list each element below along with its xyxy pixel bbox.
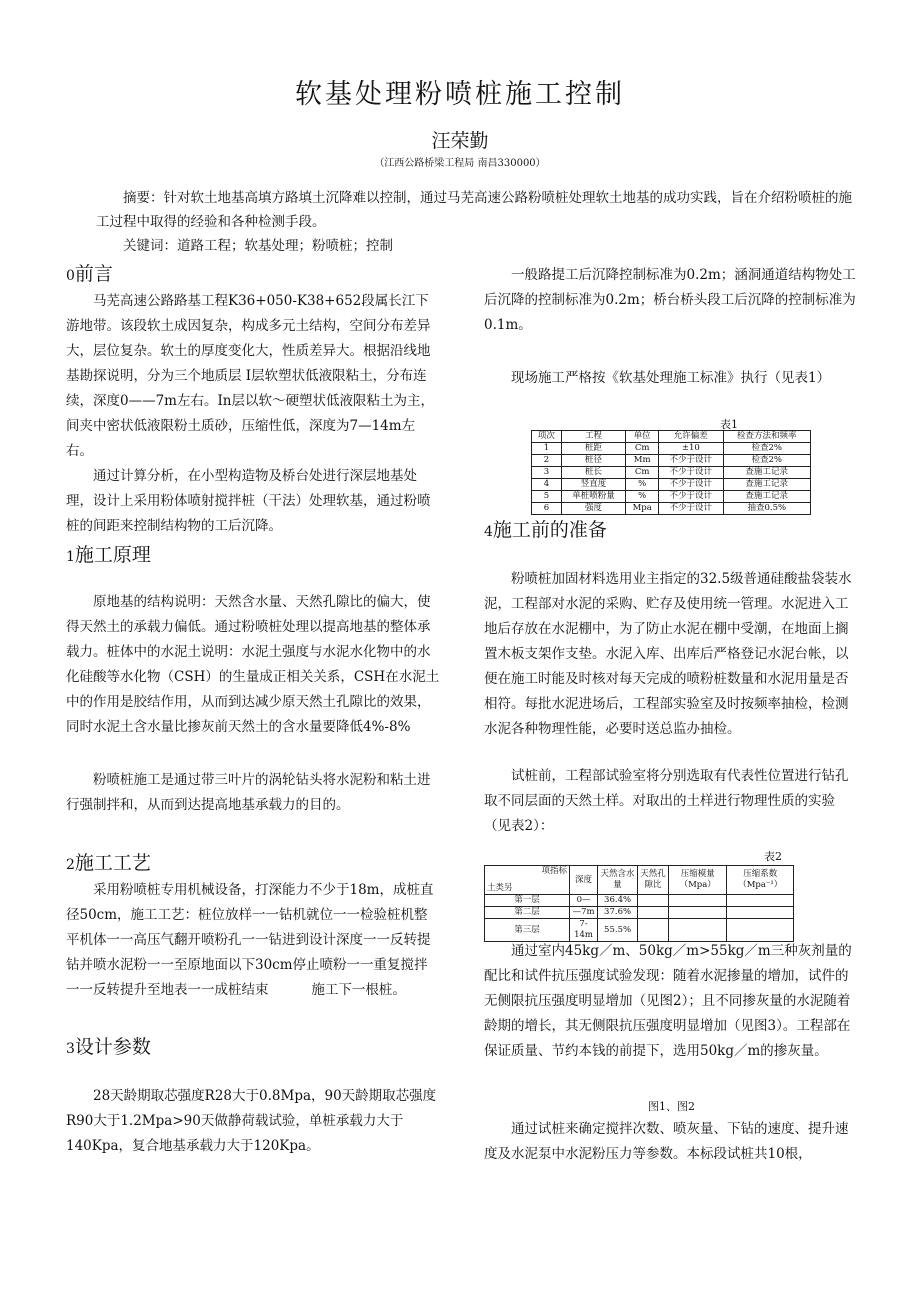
section-0 <box>66 262 440 539</box>
section-1 <box>66 543 440 818</box>
author: 汪荣勤 <box>431 130 489 152</box>
abstract <box>96 186 858 258</box>
table-row: 第一层 0— 36.4% <box>485 895 794 907</box>
table2-header-row: 项指标 土类另 深度 天然含水量 天然孔隙比 压缩模量（Mpa） 压缩系数（Mpa⁻¹） <box>485 866 794 895</box>
paper-title: 软基处理粉喷桩施工控制 <box>295 79 625 110</box>
table2 <box>484 865 794 942</box>
section-4-heading: 4施工前的准备 <box>484 519 607 541</box>
table1 <box>531 430 811 515</box>
table-row: 5 单桩喷粉量 % 不少于设计 查施工记录 <box>532 491 811 503</box>
table-row: 第三层 7-14m 55.5% <box>485 919 794 942</box>
section-3 <box>66 1035 440 1159</box>
figure-caption: 图1、图2 <box>648 1100 695 1113</box>
table-row: 1 桩距 Cm ±10 检查2% <box>532 443 811 455</box>
table-row: 6 强度 Mpa 不少于设计 抽查0.5% <box>532 503 811 515</box>
table-row: 3 桩长 Cm 不少于设计 查施工记录 <box>532 467 811 479</box>
section-1-heading: 1施工原理 <box>66 544 151 566</box>
section-2-p1: 采用粉喷桩专用机械设备，打深能力不少于18m，成桩直径50cm，施工工艺：桩位放样一一钻机就位一一检验桩机整平机体一一高压气翻开喷粉孔一一钻进到设计深度一一反转提钻并喷水泥粉一一至原地面以下30cm停止喷粉一一重复搅拌一一反转提升至地表一一成桩结束 施工下一根桩。 <box>66 882 434 998</box>
section-2 <box>66 851 440 1003</box>
table1-caption: 表1 <box>720 418 738 431</box>
section-0-p1: 马芜高速公路路基工程K36+050-K38+652段属长江下游地带。该段软土成因复杂，构成多元土结构，空间分布差异大，层位复杂。软土的厚度变化大，性质差异大。根据沿线地基勘探说明，分为三个地质层 I层软塑状低液限粘土，分布连续，深度0——7m左右。In层以软～硬塑状低液限粘土为主，间夹中密状低液限粉土质砂，压缩性低，深度为7—14m左右。 <box>66 293 435 459</box>
section-0-p2: 通过计算分析，在小型构造物及桥台处进行深层地基处理，设计上采用粉体喷射搅拌桩（干法）处理软基，通过粉喷桩的间距来控制结构物的工后沉降。 <box>66 468 431 534</box>
table-row: 2 桩径 Mm 不少于设计 检查2% <box>532 455 811 467</box>
section-1-p1: 原地基的结构说明：天然含水量、天然孔隙比的偏大，使得天然土的承载力偏低。通过粉喷桩处理以提高地基的整体承载力。桩体中的水泥土说明：水泥土强度与水泥水化物中的水化硅酸等水化物（CSH）的生量成正相关关系，CSH在水泥土中的作用是胶结作用，从而到达减少原天然土孔隙比的效果，同时水泥土含水量比掺灰前天然土的含水量要降低4%-8% <box>66 594 440 735</box>
section-0-heading: 0前言 <box>66 263 113 285</box>
section-4-p1: 粉喷桩加固材料选用业主指定的32.5级普通硅酸盐袋装水泥，工程部对水泥的采购、贮存及使用统一管理。水泥进入工地后存放在水泥棚中，为了防止水泥在棚中受潮，在地面上搁置木板支架作支垫。水泥入库、出库后严格登记水泥台帐，以便在施工时能及时核对每天完成的喷粉桩数量和水泥用量是否相符。每批水泥进场后，工程部实验室及时按频率抽检，检测水泥各种物理性能，必要时送总监办抽检。 <box>484 571 852 737</box>
settlement-paragraph: 一般路提工后沉降控制标准为0.2m；涵洞通道结构物处工后沉降的控制标准为0.2m；桥台桥头段工后沉降的控制标准为0.1m。 <box>484 267 856 333</box>
section-4 <box>484 518 858 839</box>
section-2-heading: 2施工工艺 <box>66 852 151 874</box>
section-3-heading: 3设计参数 <box>66 1036 151 1058</box>
table1-header-row: 项次 工程 单位 允许偏差 检查方法和频率 <box>532 431 811 443</box>
keywords: 关键词：道路工程；软基处理；粉喷桩；控制 <box>123 238 393 254</box>
table-row: 第二层 —7m 37.6% <box>485 907 794 919</box>
table2-caption: 表2 <box>764 850 782 863</box>
table2-corner: 项指标 土类另 <box>485 866 570 895</box>
dosage-paragraph: 通过室内45kg／m、50kg／m>55kg／m三种灰剂量的配比和试件抗压强度试验发现：随着水泥掺量的增加，试件的无侧限抗压强度明显增加（见图2）；且不同掺灰量的水泥随着龄期的增长，其无侧限抗压强度明显增加（见图3）。工程部在保证质量、节约本钱的前提下，选用50kg／m的掺灰量。 <box>484 943 852 1059</box>
standard-paragraph: 现场施工严格按《软基处理施工标准》执行（见表1） <box>511 370 831 386</box>
section-1-p2: 粉喷桩施工是通过带三叶片的涡轮钻头将水泥粉和粘土进行强制拌和，从而到达提高地基承载力的目的。 <box>66 772 431 813</box>
trial-pile-paragraph: 通过试桩来确定搅拌次数、喷灰量、下钻的速度、提升速度及水泥泵中水泥粉压力等参数。本标段试桩共10根， <box>484 1121 849 1162</box>
abstract-text: 摘要：针对软土地基高填方路填土沉降难以控制，通过马芜高速公路粉喷桩处理软土地基的成功实践，旨在介绍粉喷桩的施工过程中取得的经验和各种检测手段。 <box>96 190 852 230</box>
section-3-p1: 28天龄期取芯强度R28大于0.8Mpa，90天龄期取芯强度R90大于1.2Mpa>90天做静荷载试验，单桩承载力大于140Kpa，复合地基承载力大于120Kpa。 <box>66 1088 437 1154</box>
section-4-p2: 试桩前，工程部试验室将分别选取有代表性位置进行钻孔取不同层面的天然土样。对取出的土样进行物理性质的实验（见表2）： <box>484 768 849 834</box>
table-row: 4 竖直度 % 不少于设计 查施工记录 <box>532 479 811 491</box>
affiliation: （江西公路桥梁工程局 南昌330000） <box>374 158 546 169</box>
